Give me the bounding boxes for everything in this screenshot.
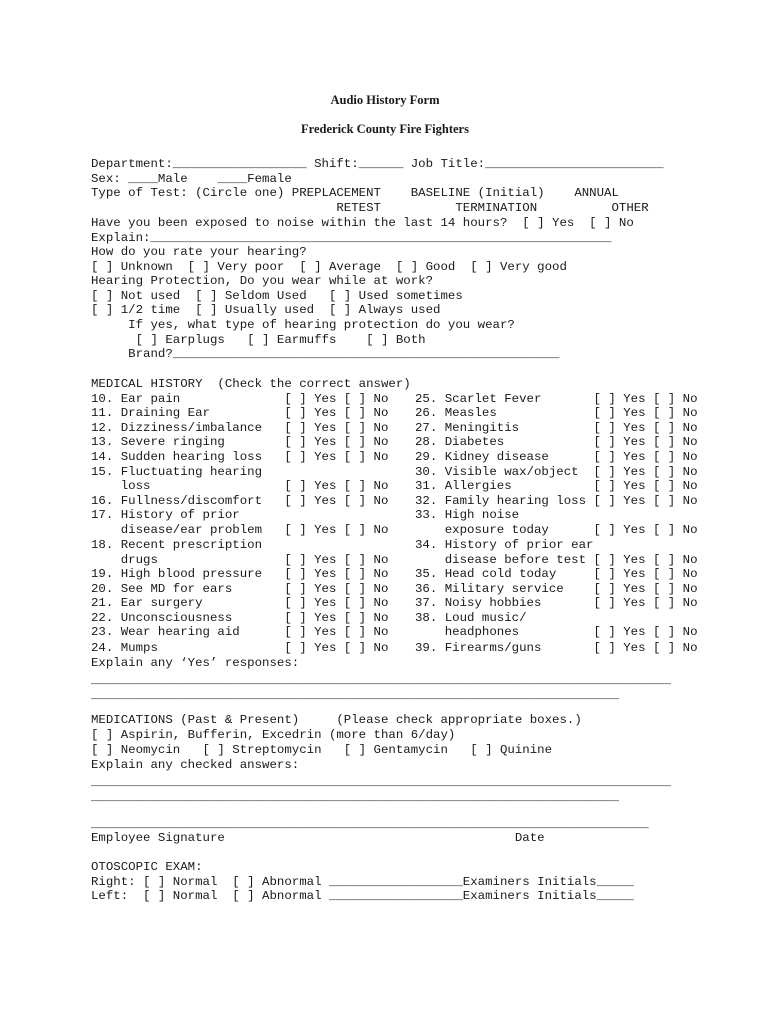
medical-item: 25. Scarlet Fever [ ] Yes [ ] No xyxy=(415,392,698,406)
medical-item: 13. Severe ringing [ ] Yes [ ] No xyxy=(91,435,389,449)
medical-item: 34. History of prior ear xyxy=(415,538,594,552)
medical-item: 23. Wear hearing aid [ ] Yes [ ] No xyxy=(91,625,389,639)
noise-exposure-question: Have you been exposed to noise within the last 14 hours? [ ] Yes [ ] No xyxy=(91,216,634,230)
form-subtitle: Frederick County Fire Fighters xyxy=(301,122,469,136)
medications-options-1: [ ] Aspirin, Bufferin, Excedrin (more than 6/day) xyxy=(91,728,456,742)
explain-yes-line-1: ______________________________________________________________________________ xyxy=(91,673,671,687)
medical-item: exposure today [ ] Yes [ ] No xyxy=(415,523,698,537)
medical-item: 36. Military service [ ] Yes [ ] No xyxy=(415,582,698,596)
medical-item: 11. Draining Ear [ ] Yes [ ] No xyxy=(91,406,389,420)
medications-explain-label: Explain any checked answers: xyxy=(91,758,300,772)
medical-item: 22. Unconsciousness [ ] Yes [ ] No xyxy=(91,611,389,625)
medical-item: 30. Visible wax/object [ ] Yes [ ] No xyxy=(415,465,698,479)
medical-item: 18. Recent prescription xyxy=(91,538,263,552)
hearing-rating-options: [ ] Unknown [ ] Very poor [ ] Average [ ] Good [ ] Very good xyxy=(91,260,567,274)
medical-item: 29. Kidney disease [ ] Yes [ ] No xyxy=(415,450,698,464)
medications-heading: MEDICATIONS (Past & Present) (Please check appropriate boxes.) xyxy=(91,713,582,727)
otoscopic-right-line: Right: [ ] Normal [ ] Abnormal __________________Examiners Initials_____ xyxy=(91,875,634,889)
explain-yes-line-2: _______________________________________________________________________ xyxy=(91,688,619,702)
medical-item: 35. Head cold today [ ] Yes [ ] No xyxy=(415,567,698,581)
explain-yes-label: Explain any ‘Yes’ responses: xyxy=(91,656,300,670)
signature-date-label: Employee Signature Date xyxy=(91,831,545,845)
brand-line: Brand?____________________________________________________ xyxy=(91,347,560,361)
hearing-protection-options-2: [ ] 1/2 time [ ] Usually used [ ] Always used xyxy=(91,303,441,317)
medical-item: 33. High noise xyxy=(415,508,520,522)
medications-explain-line-2: _______________________________________________________________________ xyxy=(91,790,619,804)
type-of-test-line: Type of Test: (Circle one) PREPLACEMENT BASELINE (Initial) ANNUAL xyxy=(91,186,619,200)
medical-item: 24. Mumps [ ] Yes [ ] No xyxy=(91,641,389,655)
medical-item: 27. Meningitis [ ] Yes [ ] No xyxy=(415,421,698,435)
sex-line: Sex: ____Male ____Female xyxy=(91,172,292,186)
noise-explain-line: Explain:______________________________________________________________ xyxy=(91,231,612,245)
department-shift-jobtitle-line: Department:__________________ Shift:______ Job Title:________________________ xyxy=(91,157,664,171)
medical-item: headphones [ ] Yes [ ] No xyxy=(415,625,698,639)
protection-type-options: [ ] Earplugs [ ] Earmuffs [ ] Both xyxy=(91,333,426,347)
medical-item: 10. Ear pain [ ] Yes [ ] No xyxy=(91,392,389,406)
medical-item: loss [ ] Yes [ ] No xyxy=(91,479,389,493)
medical-item: 28. Diabetes [ ] Yes [ ] No xyxy=(415,435,698,449)
medical-item: 37. Noisy hobbies [ ] Yes [ ] No xyxy=(415,596,698,610)
medical-item: 17. History of prior xyxy=(91,508,240,522)
medical-item: 19. High blood pressure [ ] Yes [ ] No xyxy=(91,567,389,581)
medications-options-2: [ ] Neomycin [ ] Streptomycin [ ] Gentamycin [ ] Quinine xyxy=(91,743,553,757)
medical-item: 31. Allergies [ ] Yes [ ] No xyxy=(415,479,698,493)
medical-item: 26. Measles [ ] Yes [ ] No xyxy=(415,406,698,420)
medical-history-heading: MEDICAL HISTORY (Check the correct answer) xyxy=(91,377,411,391)
signature-line: ___________________________________________________________________________ xyxy=(91,817,649,831)
medical-item: 39. Firearms/guns [ ] Yes [ ] No xyxy=(415,641,698,655)
otoscopic-left-line: Left: [ ] Normal [ ] Abnormal __________________Examiners Initials_____ xyxy=(91,889,634,903)
hearing-protection-question: Hearing Protection, Do you wear while at work? xyxy=(91,274,434,288)
medications-explain-line-1: ______________________________________________________________________________ xyxy=(91,775,671,789)
medical-item: disease/ear problem [ ] Yes [ ] No xyxy=(91,523,389,537)
medical-item: 20. See MD for ears [ ] Yes [ ] No xyxy=(91,582,389,596)
medical-item: drugs [ ] Yes [ ] No xyxy=(91,553,389,567)
medical-item: 38. Loud music/ xyxy=(415,611,527,625)
hearing-rating-question: How do you rate your hearing? xyxy=(91,245,307,259)
medical-item: 12. Dizziness/imbalance [ ] Yes [ ] No xyxy=(91,421,389,435)
type-of-test-line-2: RETEST TERMINATION OTHER xyxy=(91,201,649,215)
medical-item: 32. Family hearing loss [ ] Yes [ ] No xyxy=(415,494,698,508)
medical-item: 15. Fluctuating hearing xyxy=(91,465,263,479)
medical-item: 14. Sudden hearing loss [ ] Yes [ ] No xyxy=(91,450,389,464)
hearing-protection-options-1: [ ] Not used [ ] Seldom Used [ ] Used sometimes xyxy=(91,289,463,303)
medical-item: disease before test [ ] Yes [ ] No xyxy=(415,553,698,567)
form-title: Audio History Form xyxy=(330,93,440,107)
medical-item: 16. Fullness/discomfort [ ] Yes [ ] No xyxy=(91,494,389,508)
medical-item: 21. Ear surgery [ ] Yes [ ] No xyxy=(91,596,389,610)
otoscopic-heading: OTOSCOPIC EXAM: xyxy=(91,860,203,874)
protection-type-question: If yes, what type of hearing protection do you wear? xyxy=(91,318,515,332)
